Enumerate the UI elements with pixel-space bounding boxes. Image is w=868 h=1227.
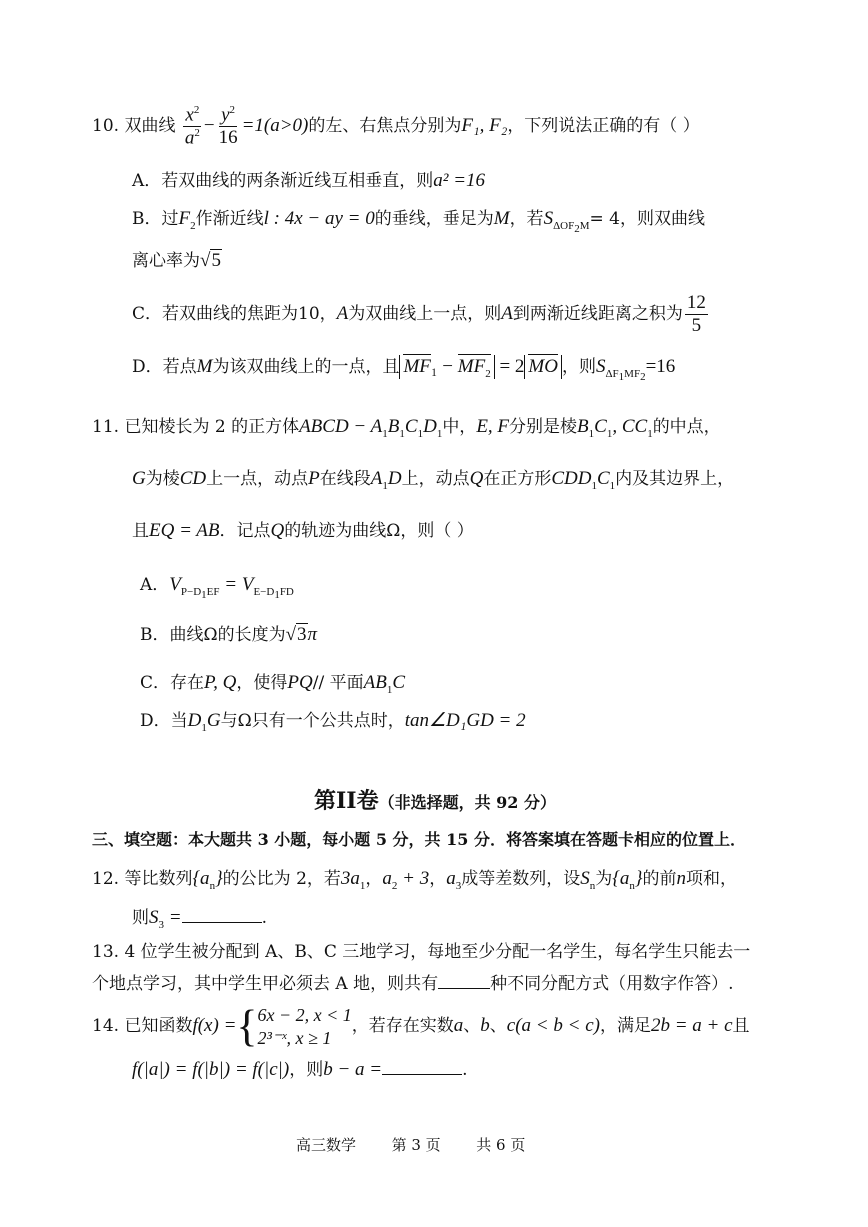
q14-line1 bbox=[92, 1001, 750, 1051]
q14-line2 bbox=[132, 1058, 468, 1082]
q10-d-area: $S_{\Delta F_1MF_2}$ bbox=[595, 356, 646, 383]
q11-c-text1: C．存在 bbox=[140, 673, 205, 693]
q11-line1 bbox=[92, 416, 721, 441]
q13-number: 13. bbox=[92, 942, 120, 962]
q12-number: 12. bbox=[92, 869, 120, 889]
q11-l1d: 的中点， bbox=[652, 417, 721, 437]
q12-line2 bbox=[132, 906, 267, 932]
q10-foci: F₁, F₂ bbox=[461, 115, 508, 137]
q10-a-eq: a² =16 bbox=[433, 170, 486, 191]
q10-option-d: D．若点M为该双曲线上的一点，且 $MF_1 - MF_2 = 2$ MO ，则$S_{\Delta F_1MF_2}=16$ bbox=[132, 356, 676, 383]
q12-seq: $\{a_n\}$ bbox=[192, 868, 223, 892]
q10-number: 10. bbox=[92, 116, 120, 137]
q10-text2: ，下列说法正确的有（ ） bbox=[507, 116, 700, 137]
q14-c: c(a < b < c) bbox=[506, 1015, 600, 1036]
q14-answer-blank[interactable] bbox=[382, 1058, 462, 1075]
q11-d-text1: D．当 bbox=[140, 711, 188, 731]
q11-line2 bbox=[132, 468, 734, 493]
q14-l2a: ，则 bbox=[289, 1060, 324, 1080]
q10-d-text2: 为该双曲线上的一点，且 bbox=[212, 357, 400, 377]
q10-d-m: M bbox=[196, 356, 213, 377]
q11-number: 11. bbox=[92, 417, 120, 437]
q10-intro: 双曲线 bbox=[124, 116, 176, 137]
q13-line1 bbox=[92, 942, 750, 962]
q11-l2c: 在线段 bbox=[319, 469, 371, 489]
q10-b-area: $S_{\Delta OF_2M}$ bbox=[543, 208, 590, 235]
section-title bbox=[314, 788, 556, 814]
q11-l2a: 为棱 bbox=[145, 469, 180, 489]
q14-l1a: 已知函数 bbox=[124, 1016, 193, 1036]
q14-piece2: 2³⁻ˣ, x ≥ 1 bbox=[257, 1027, 332, 1048]
q11-l3c: 的轨迹为曲线Ω，则（ ） bbox=[284, 521, 474, 541]
q10-eq-rest: =1(a>0) bbox=[241, 115, 309, 137]
q12-l1g: 的前 bbox=[642, 869, 677, 889]
footer-total: 共 6 页 bbox=[476, 1136, 526, 1154]
q14-piece1: 6x − 2, x < 1 bbox=[257, 1005, 352, 1025]
q10-d-vec-diff: $MF_1 - MF_2$ bbox=[399, 355, 494, 379]
q12-seq2: $\{a_n\}$ bbox=[612, 868, 643, 892]
q14-brace: { bbox=[236, 1001, 258, 1051]
q10-b-text3: 的垂线，垂足为 bbox=[374, 209, 494, 229]
q10-a-text: A．若双曲线的两条渐近线互相垂直，则 bbox=[132, 171, 434, 191]
q10-d-vec-mo: MO bbox=[524, 355, 562, 379]
q11-option-d bbox=[140, 710, 526, 735]
q10-b-sqrt5: √5 bbox=[200, 250, 221, 271]
q12-line1 bbox=[92, 868, 737, 893]
q10-c-a1: A bbox=[336, 302, 349, 324]
q11-a1d: $A_1D$ bbox=[370, 468, 402, 492]
q11-d-text2: 与Ω只有一个公共点时， bbox=[220, 711, 405, 731]
q10-b-m: M bbox=[493, 208, 510, 229]
q12-l1c: ， bbox=[365, 869, 383, 889]
q11-p: P bbox=[308, 468, 320, 489]
q11-l1c: 分别是棱 bbox=[509, 417, 578, 437]
q10-stem: 10. 双曲线 $\frac{x^2}{a^2}$ − $\frac{y^2}{16}$ =1(a>0)的左、右焦点分别为F₁, F₂，下列说法正确的有（ ） bbox=[92, 104, 700, 149]
q12-sn: $S_n$ bbox=[580, 868, 596, 892]
section-title-text: 第II卷 bbox=[314, 788, 379, 814]
q12-l1e: 成等差数列，设 bbox=[461, 869, 581, 889]
q11-l3b: ．记点 bbox=[219, 521, 271, 541]
q11-l1a: 已知棱长为 2 的正方体 bbox=[124, 417, 300, 437]
q11-l1b: 中， bbox=[442, 417, 477, 437]
q10-c-text3: 到两渐近线距离之积为 bbox=[512, 303, 683, 324]
q11-l2f: 内及其边界上， bbox=[615, 469, 735, 489]
q11-a-eq: $V_{P-D_1EF} = V_{E-D_1FD}$ bbox=[169, 574, 294, 601]
q11-option-b bbox=[140, 624, 317, 647]
q11-g: G bbox=[132, 468, 146, 489]
q12-l2a: 则 bbox=[132, 908, 149, 928]
q11-l3a: 且 bbox=[132, 521, 149, 541]
q11-option-a bbox=[140, 574, 294, 602]
q14-a: a bbox=[453, 1015, 464, 1036]
q13-l2a: 个地点学习，其中学生甲必须去 A 地，则共有 bbox=[92, 974, 439, 994]
q11-c-text3: // 平面 bbox=[312, 673, 364, 693]
q11-d-d1g: $D_1G$ bbox=[187, 710, 221, 734]
q12-s3: $S_3$ = bbox=[149, 907, 182, 931]
q10-option-a bbox=[132, 170, 485, 193]
q11-l2b: 上一点，动点 bbox=[206, 469, 309, 489]
q12-a3: $a_3$ bbox=[446, 868, 462, 892]
q11-b-len: √3π bbox=[285, 624, 318, 645]
q11-option-c bbox=[140, 672, 405, 697]
q11-ef: E, F bbox=[476, 416, 510, 437]
q14-l1c: 、 bbox=[463, 1016, 481, 1036]
q11-l2e: 在正方形 bbox=[483, 469, 552, 489]
q12-a2: $a_2 + 3$ bbox=[382, 868, 430, 892]
q12-l1d: ， bbox=[429, 869, 447, 889]
q11-c-pq2: PQ bbox=[287, 672, 313, 693]
q10-option-b-cont bbox=[132, 250, 222, 273]
q11-c-pq: P, Q bbox=[204, 672, 237, 693]
q14-diff: b − a = bbox=[323, 1059, 383, 1080]
q10-b-line: l : 4x − ay = 0 bbox=[263, 208, 375, 229]
q13-line2 bbox=[92, 972, 734, 994]
footer-page: 第 3 页 bbox=[391, 1136, 441, 1154]
q12-l1h: 项和， bbox=[685, 869, 737, 889]
section-subtitle: （非选择题，共 92 分） bbox=[378, 793, 557, 812]
footer-subject: 高三数学 bbox=[296, 1136, 357, 1154]
q10-b-text5: = 4，则双曲线 bbox=[589, 209, 705, 229]
q13-l1: 4 位学生被分配到 A、B、C 三地学习，每地至少分配一名学生，每名学生只能去一 bbox=[124, 942, 751, 962]
q11-q2: Q bbox=[270, 520, 285, 541]
q10-option-b bbox=[132, 208, 705, 236]
q11-edges: $B_1C_1$, $CC_1$ bbox=[577, 416, 653, 440]
q10-option-c bbox=[132, 292, 710, 337]
q11-cd: CD bbox=[179, 468, 207, 489]
q10-c-text2: 为双曲线上一点，则 bbox=[348, 303, 502, 324]
q14-l1b: ，若存在实数 bbox=[351, 1016, 454, 1036]
q11-cube: ABCD − $A_1B_1C_1D_1$ bbox=[299, 416, 443, 440]
page-footer bbox=[296, 1136, 525, 1154]
q10-c-text1: C．若双曲线的焦距为10， bbox=[132, 303, 337, 324]
q10-b-cont-text: 离心率为 bbox=[132, 251, 200, 271]
q11-l2d: 上，动点 bbox=[401, 469, 470, 489]
q11-line3 bbox=[132, 520, 474, 543]
q14-eq: f(|a|) = f(|b|) = f(|c|) bbox=[132, 1059, 290, 1080]
q10-c-a2: A bbox=[501, 302, 513, 324]
part3-heading: 三、填空题：本大题共 3 小题，每小题 5 分，共 15 分．将答案填在答题卡相应的位置上． bbox=[92, 830, 746, 849]
q10-frac-y: $\frac{y^2}{16}$ bbox=[218, 104, 238, 149]
q12-l1b: 的公比为 2，若 bbox=[222, 869, 341, 889]
q14-piecewise bbox=[258, 1004, 352, 1049]
q12-l2b: . bbox=[261, 908, 267, 928]
q11-d-tan: tan∠D₁GD = 2 bbox=[404, 710, 526, 731]
q10-c-frac: $\frac{12}{5}$ bbox=[686, 292, 706, 336]
q10-b-text2: 作渐近线 bbox=[195, 209, 264, 229]
q10-b-text4: ，若 bbox=[509, 209, 544, 229]
q14-b: b bbox=[480, 1015, 490, 1036]
q12-l1f: 为 bbox=[595, 869, 613, 889]
q14-l1d: 、 bbox=[489, 1016, 507, 1036]
q12-3a1: $3a_1$ bbox=[340, 868, 366, 892]
q14-l1f: 且 bbox=[732, 1016, 750, 1036]
q12-answer-blank[interactable] bbox=[182, 906, 262, 923]
q14-cond: 2b = a + c bbox=[650, 1015, 733, 1036]
q10-d-text3: ，则 bbox=[561, 357, 596, 377]
q10-d-text1: D．若点 bbox=[132, 357, 197, 377]
q13-l2b: 种不同分配方式（用数字作答）. bbox=[490, 974, 734, 994]
q11-q: Q bbox=[469, 468, 484, 489]
q10-frac-x: $\frac{x^2}{a^2}$ bbox=[184, 104, 200, 149]
q10-text1: 的左、右焦点分别为 bbox=[308, 116, 462, 137]
q13-answer-blank[interactable] bbox=[438, 972, 490, 989]
q12-l1a: 等比数列 bbox=[124, 869, 193, 889]
q11-a-label: A． bbox=[140, 575, 170, 595]
q10-d-text4: =16 bbox=[645, 356, 676, 377]
q10-b-f2: $F_2$ bbox=[178, 208, 196, 232]
q11-c-text2: ，使得 bbox=[236, 673, 288, 693]
q10-b-text1: B．过 bbox=[132, 209, 179, 229]
q12-n: n bbox=[676, 868, 686, 889]
q11-eq-ab: EQ = AB bbox=[149, 520, 220, 541]
q11-c-plane: $AB_1C$ bbox=[363, 672, 405, 696]
q11-b-text: B．曲线Ω的长度为 bbox=[140, 625, 286, 645]
q11-face: $CDD_1C_1$ bbox=[551, 468, 616, 492]
q14-number: 14. bbox=[92, 1016, 120, 1036]
q14-l2b: . bbox=[462, 1060, 468, 1080]
q14-fx: f(x) = bbox=[192, 1015, 237, 1036]
q14-l1e: ，满足 bbox=[599, 1016, 651, 1036]
